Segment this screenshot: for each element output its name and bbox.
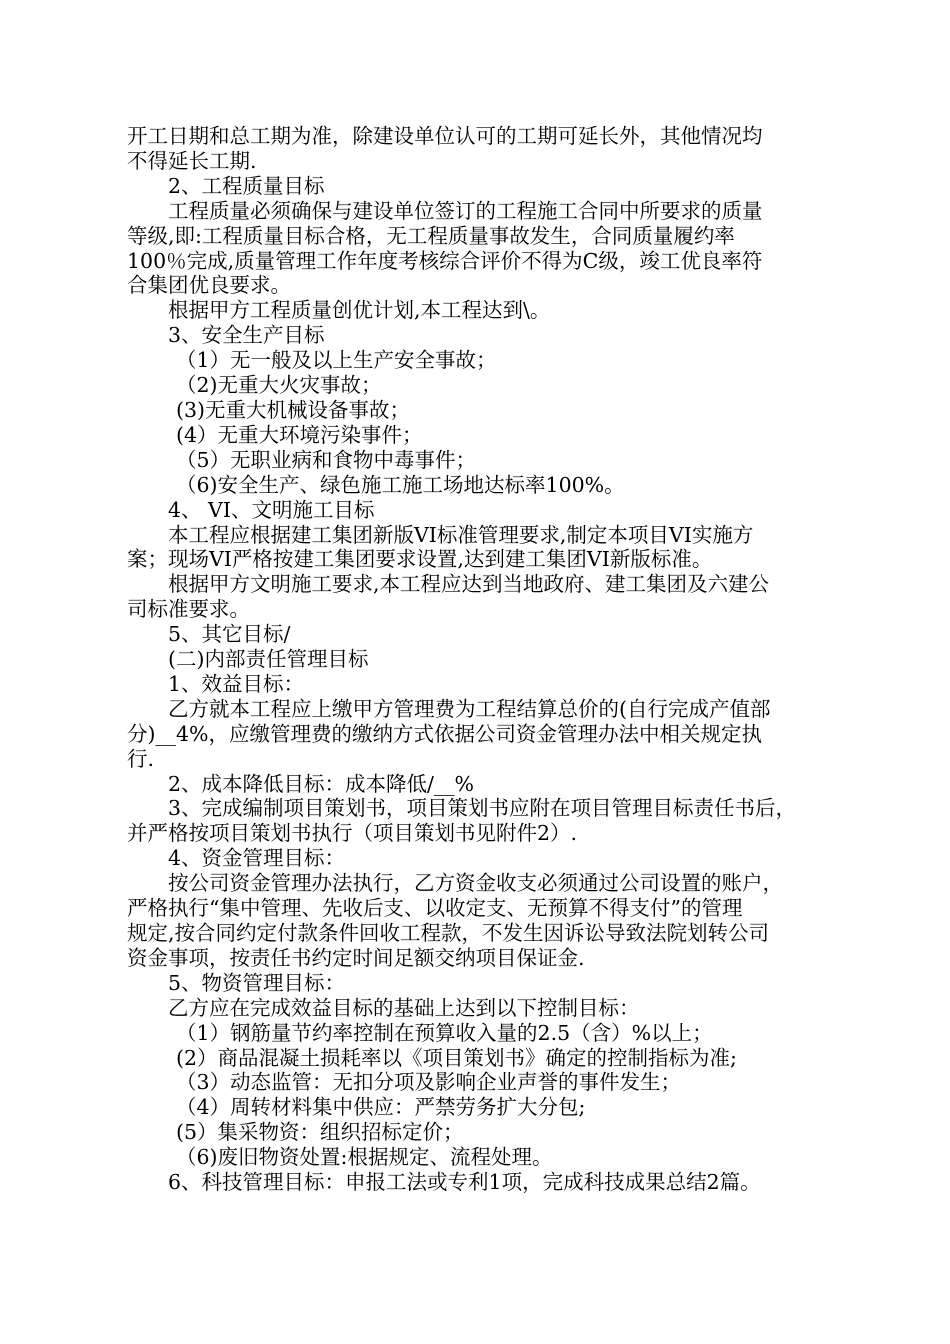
- text-line: 规定,按合同约定付款条件回收工程款，不发生因诉讼导致法院划转公司: [127, 921, 770, 945]
- text-line: 合集团优良要求。: [127, 273, 291, 298]
- text-line: （5）无职业病和食物中毒事件；: [176, 447, 477, 472]
- text-line: 1、效益目标：: [168, 671, 305, 696]
- text-line: 根据甲方工程质量创优计划,本工程达到\。: [168, 298, 551, 323]
- text-line: 100％完成,质量管理工作年度考核综合评价不得为C级，竣工优良率符: [127, 248, 763, 273]
- text-line: 根据甲方文明施工要求,本工程应达到当地政府、建工集团及六建公: [168, 572, 770, 597]
- text-line: (2）商品混凝土损耗率以《项目策划书》确定的控制指标为准;: [176, 1045, 737, 1070]
- text-line: （2)无重大火灾事故；: [176, 373, 382, 398]
- text-line: (二)内部责任管理目标: [168, 647, 369, 672]
- text-line: 开工日期和总工期为准，除建设单位认可的工期可延长外，其他情况均: [127, 124, 763, 148]
- text-line: 按公司资金管理办法执行，乙方资金收支必须通过公司设置的账户，: [168, 871, 783, 896]
- text-line: （3）动态监管：无扣分项及影响企业声誉的事件发生；: [176, 1070, 682, 1095]
- text-line: 本工程应根据建工集团新版VI标准管理要求,制定本项目VI实施方: [168, 522, 754, 547]
- text-line: 分)__4%，应缴管理费的缴纳方式依据公司资金管理办法中相关规定执: [127, 721, 763, 746]
- text-line: 案；现场VI严格按建工集团要求设置,达到建工集团VI新版标准。: [127, 547, 713, 572]
- text-line: 5、其它目标/: [168, 622, 291, 647]
- text-line: 4、 VI、文明施工目标: [168, 497, 375, 522]
- text-line: 2、工程质量目标: [168, 173, 325, 198]
- text-line: 等级,即:工程质量目标合格，无工程质量事故发生，合同质量履约率: [127, 223, 735, 248]
- text-line: 工程质量必须确保与建设单位签订的工程施工合同中所要求的质量: [168, 198, 763, 223]
- text-line: 资金事项，按责任书约定时间足额交纳项目保证金.: [127, 945, 585, 970]
- text-line: （4）周转材料集中供应：严禁劳务扩大分包;: [176, 1095, 586, 1120]
- text-line: (3)无重大机械设备事故；: [176, 397, 411, 422]
- text-line: （6)废旧物资处置:根据规定、流程处理。: [176, 1145, 553, 1170]
- text-line: 6、科技管理目标：申报工法或专利1项，完成科技成果总结2篇。: [168, 1170, 761, 1195]
- text-line: 3、完成编制项目策划书，项目策划书应附在项目管理目标责任书后，: [168, 796, 797, 821]
- text-line: 乙方应在完成效益目标的基础上达到以下控制目标：: [168, 995, 640, 1020]
- text-line: 4、资金管理目标：: [168, 846, 346, 871]
- text-line: 5、物资管理目标：: [168, 970, 346, 995]
- text-line: 3、安全生产目标: [168, 323, 325, 348]
- text-line: 行.: [127, 746, 155, 771]
- text-line: 2、成本降低目标：成本降低/__%: [168, 771, 474, 796]
- text-line: （1）钢筋量节约率控制在预算收入量的2.5（含）%以上；: [176, 1020, 713, 1045]
- text-line: (4）无重大环境污染事件；: [176, 422, 423, 447]
- text-line: 不得延长工期.: [127, 148, 257, 173]
- document-body: [127, 124, 833, 1195]
- text-line: 严格执行“集中管理、先收后支、以收定支、无预算不得支付”的管理: [127, 896, 743, 921]
- text-line: 司标准要求。: [127, 597, 250, 622]
- text-line: 并严格按项目策划书执行（项目策划书见附件2）.: [127, 821, 578, 846]
- text-line: (5）集采物资：组织招标定价；: [176, 1120, 464, 1145]
- text-line: （6)安全生产、绿色施工施工场地达标率100%。: [176, 472, 625, 497]
- text-line: 乙方就本工程应上缴甲方管理费为工程结算总价的(自行完成产值部: [168, 696, 771, 721]
- text-line: （1）无一般及以上生产安全事故；: [176, 348, 497, 373]
